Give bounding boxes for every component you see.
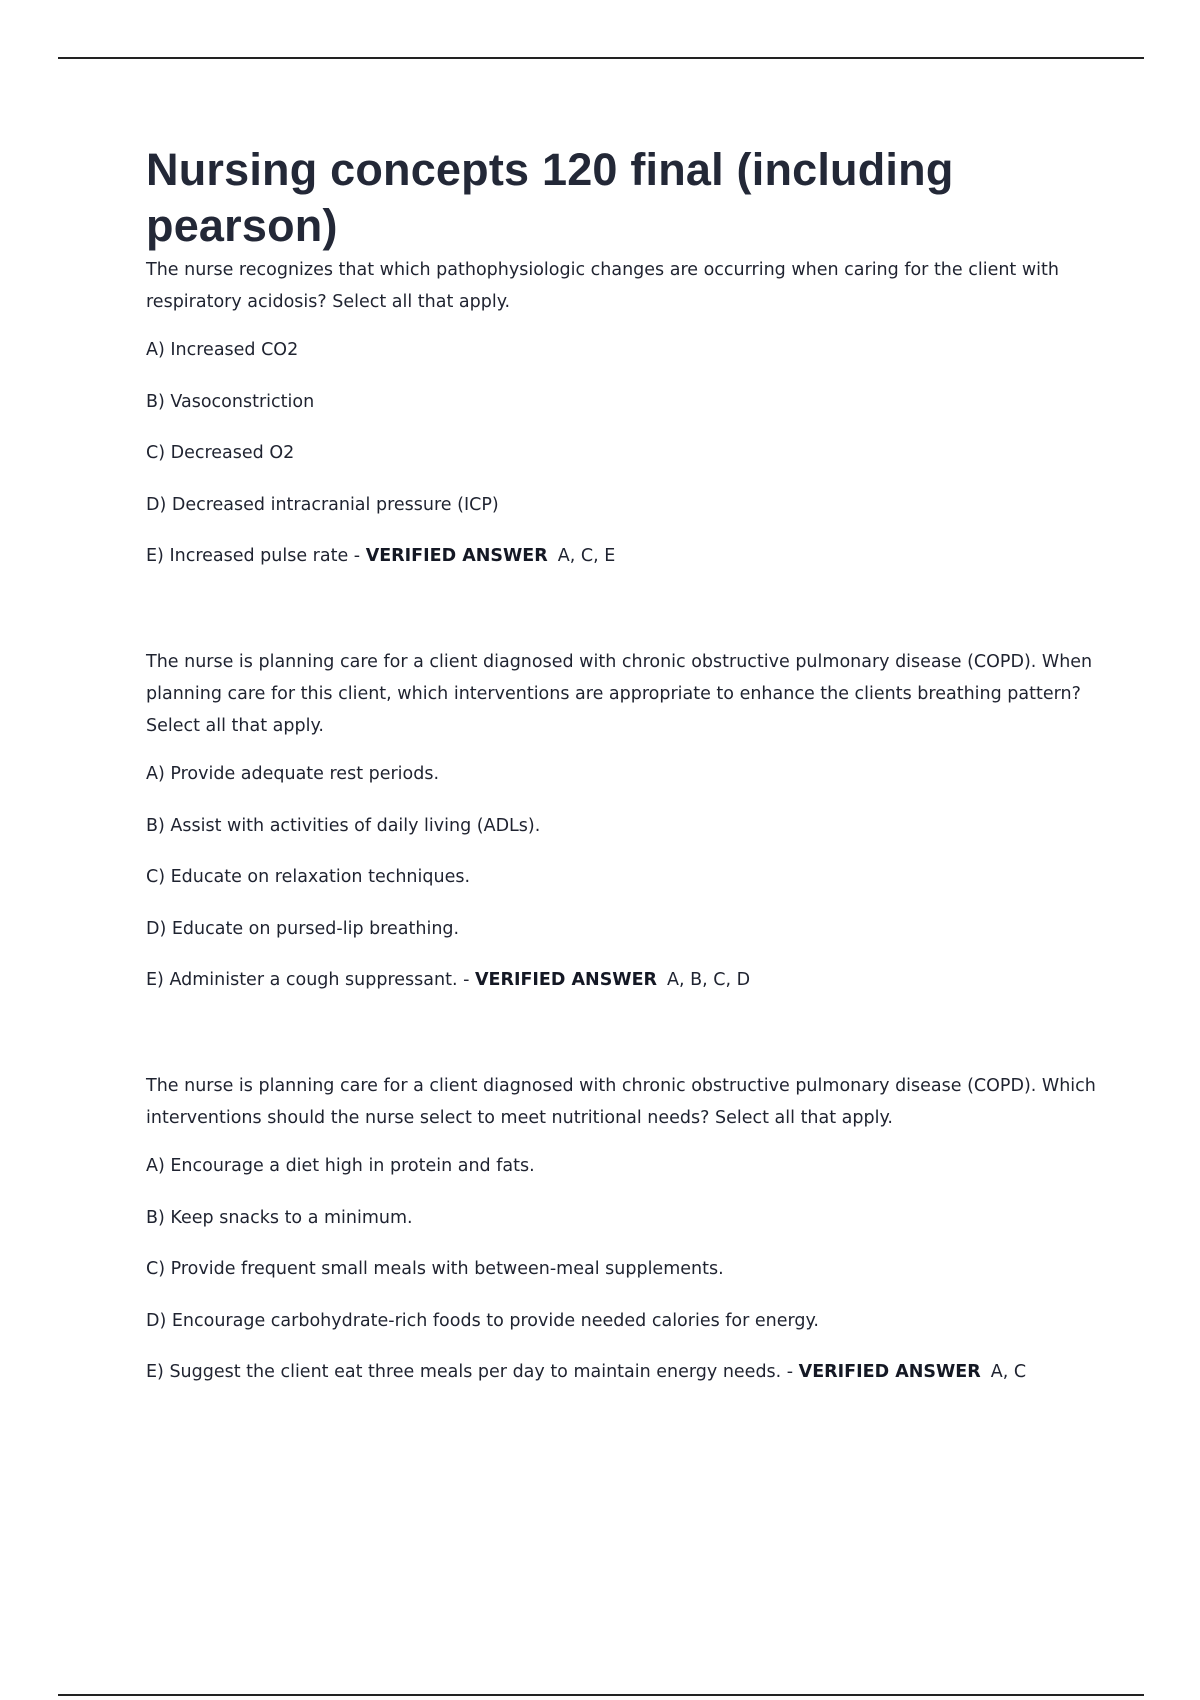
option-e: E) Increased pulse rate - (146, 546, 366, 566)
top-rule (58, 57, 1144, 59)
option-e-with-answer (146, 540, 1096, 572)
option-e: E) Suggest the client eat three meals per day to maintain energy needs. - (146, 1362, 799, 1382)
question-block (146, 254, 1096, 572)
option-b: B) Assist with activities of daily living (ADLs). (146, 815, 541, 836)
option-a: A) Provide adequate rest periods. (146, 764, 440, 784)
option-e-with-answer (146, 964, 1096, 996)
option-a: A) Encourage a diet high in protein and fats. (146, 1156, 535, 1176)
option-a: A) Increased CO2 (146, 340, 299, 360)
bottom-rule (58, 1694, 1144, 1696)
verified-answer-label: VERIFIED ANSWER (474, 970, 658, 990)
verified-answer-label: VERIFIED ANSWER (798, 1362, 981, 1382)
document-title: Nursing concepts 120 final (including pearson) (146, 144, 954, 251)
option-d: D) Decreased intracranial pressure (ICP) (146, 494, 499, 515)
option-e-with-answer (146, 1356, 1096, 1388)
question-text: The nurse is planning care for a client diagnosed with chronic obstructive pulmonary disease (COPD). When planning care for this client, which interventions are appropriate to enhance the clients breathing pattern? Select all that apply. (146, 652, 1093, 736)
option-c: C) Educate on relaxation techniques. (146, 867, 471, 887)
document-body (146, 142, 1096, 1388)
option-b: B) Keep snacks to a minimum. (146, 1207, 413, 1228)
verified-answer-label: VERIFIED ANSWER (365, 546, 548, 566)
question-text: The nurse recognizes that which pathophysiologic changes are occurring when caring for the client with respiratory acidosis? Select all that apply. (146, 260, 1059, 312)
option-b: B) Vasoconstriction (146, 391, 315, 412)
option-d: D) Educate on pursed-lip breathing. (146, 918, 460, 939)
question-text: The nurse is planning care for a client diagnosed with chronic obstructive pulmonary disease (COPD). Which interventions should the nurse select to meet nutritional needs? Select all that apply. (146, 1076, 1096, 1128)
question-block (146, 1070, 1096, 1388)
verified-answer-value: A, C (990, 1362, 1027, 1382)
verified-answer-value: A, B, C, D (667, 970, 751, 990)
verified-answer-value: A, C, E (557, 546, 616, 566)
option-d: D) Encourage carbohydrate-rich foods to provide needed calories for energy. (146, 1310, 819, 1331)
option-c: C) Provide frequent small meals with between-meal supplements. (146, 1259, 724, 1279)
question-block (146, 646, 1096, 996)
option-e: E) Administer a cough suppressant. - (146, 970, 475, 990)
option-c: C) Decreased O2 (146, 443, 295, 463)
